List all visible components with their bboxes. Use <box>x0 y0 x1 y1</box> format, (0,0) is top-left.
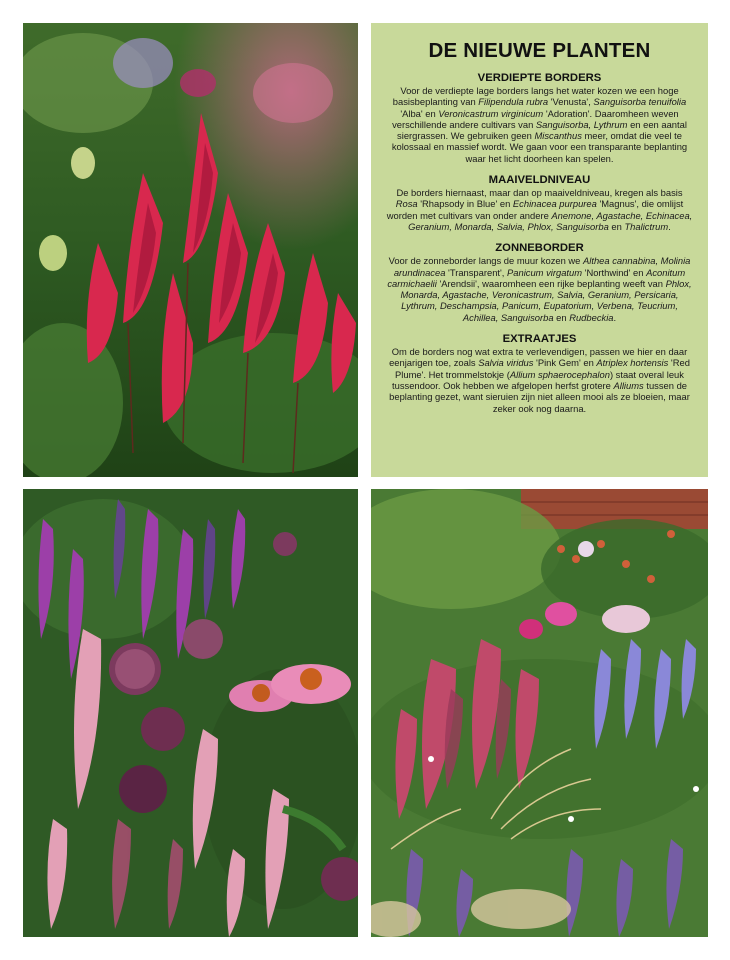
plant-name: Filipendula rubra <box>478 96 549 108</box>
body-text: De borders hiernaast, maar dan op maaiveldniveau, kregen als basis <box>396 187 683 199</box>
body-text: 'Transparent', <box>445 266 508 278</box>
plant-name: Echinacea purpurea <box>512 198 597 210</box>
echinacea-image <box>23 489 358 937</box>
plant-name: Phlox, Monarda, Agastache, Veronicastrum, Salvia, Geranium, Persicaria, Lythrum, Deschampsia, Panicum, Eupatorium, Verbena, Teucrium, Achillea, Sanguisorba <box>400 277 692 323</box>
section-body <box>385 187 694 232</box>
plant-name: Rosa <box>395 198 418 210</box>
plant-name: Rudbeckia <box>569 311 614 323</box>
photo-echinacea-allium <box>23 489 358 937</box>
plant-name: Aconitum carmichaelii <box>387 266 686 289</box>
plant-name: Alliums <box>613 379 644 391</box>
body-text: . <box>668 220 671 232</box>
section-heading: EXTRAATJES <box>502 333 577 346</box>
body-text: 'Rhapsody in Blue' en <box>417 198 513 210</box>
plant-name: Althea cannabina, Molinia arundinacea <box>393 255 691 278</box>
section-body <box>385 255 694 323</box>
body-text: 'Adoration'. Daaromheen weven verschillende andere cultivars van <box>392 107 679 130</box>
body-text: 'Magnus', die omlijst worden met cultivars van onder andere <box>386 198 684 221</box>
plant-name: Salvia viridus <box>478 357 534 369</box>
plant-name: Sanguisorba tenuifolia <box>593 96 687 108</box>
body-text: 'Pink Gem' en <box>533 357 597 369</box>
body-text: Voor de verdiepte lage borders langs het water kozen we een hoge basisbeplanting van <box>392 85 679 108</box>
plant-name: Panicum virgatum <box>507 266 583 278</box>
article-panel <box>371 23 708 477</box>
plant-name: Thalictrum <box>624 220 669 232</box>
body-text: meer, omdat die veel te kolossaal en massief wordt. We gaan voor een transparante beplanting waar het licht doorheen kan spelen. <box>391 130 688 164</box>
body-text: en <box>608 220 625 232</box>
plant-name: Miscanthus <box>534 130 582 142</box>
border-image <box>371 489 708 937</box>
plant-name: Sanguisorba, Lythrum <box>535 118 628 130</box>
plant-name: Atriplex hortensis <box>596 357 669 369</box>
photo-astilbe-border <box>23 23 358 477</box>
plant-name: Veronicastrum virginicum <box>438 107 544 119</box>
body-text: Om de borders nog wat extra te verlevendigen, passen we hier en daar eenjarigen toe, zoals <box>389 346 688 369</box>
section-body <box>385 85 694 164</box>
body-text: 'Venusta', <box>548 96 594 108</box>
body-text: 'Alba' en <box>400 107 439 119</box>
body-text: en <box>553 311 570 323</box>
astilbe-image <box>23 23 358 477</box>
plant-name: Allium sphaerocephalon <box>509 368 610 380</box>
body-text: Voor de zonneborder langs de muur kozen we <box>388 255 584 267</box>
article-sections <box>385 72 694 414</box>
body-text: 'Arendsii', waaromheen een rijke beplanting weeft van <box>436 277 666 289</box>
section-heading: VERDIEPTE BORDERS <box>477 72 602 84</box>
section-heading: ZONNEBORDER <box>495 242 584 255</box>
photo-meadow-border <box>371 489 708 937</box>
article-title: DE NIEUWE PLANTEN <box>428 39 651 62</box>
body-text: . <box>613 311 617 323</box>
body-text: en een aantal siergrassen. We gebruiken geen <box>397 118 687 142</box>
body-text: tussen de beplanting gezet, want sieruien zijn niet alleen mooi als ze bloeien, maar zeker ook nog daarna. <box>389 379 690 414</box>
section-heading: MAAIVELDNIVEAU <box>488 174 591 187</box>
section-body <box>385 346 694 414</box>
body-text: ) staat overal leuk tussendoor. Ook hebben we afgelopen herfst grotere <box>392 368 684 391</box>
body-text: 'Red Plume'. Het trommelstokje ( <box>395 357 690 380</box>
body-text: 'Northwind' en <box>582 266 647 278</box>
plant-name: Anemone, Agastache, Echinacea, Geranium, Monarda, Salvia, Phlox, Sanguisorba <box>408 209 693 232</box>
